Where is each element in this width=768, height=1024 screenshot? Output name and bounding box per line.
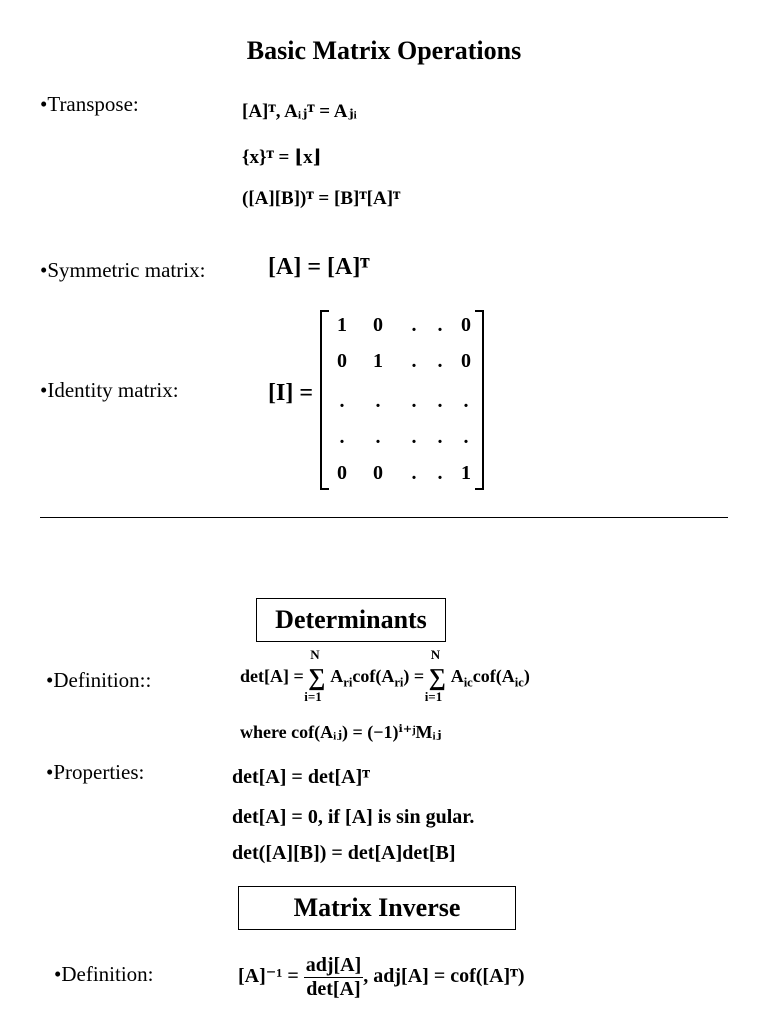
inverse-rhs: , adj[A] = cof([A]ᵀ) <box>363 965 525 988</box>
property-3: det([A][B]) = det[A]det[B] <box>232 842 456 864</box>
sum-lower-2: i=1 <box>424 688 443 704</box>
transpose-eq-2: {x}ᵀ = ⌊x⌋ <box>242 147 322 168</box>
transpose-label: •Transpose: <box>40 92 139 116</box>
matrix-inverse-heading: Matrix Inverse <box>238 886 516 930</box>
matrix-cell: 0 <box>373 314 383 336</box>
matrix-cell: 0 <box>337 462 347 484</box>
symmetric-label: •Symmetric matrix: <box>40 258 206 282</box>
matrix-cell: . <box>375 390 381 412</box>
property-1: det[A] = det[A]ᵀ <box>232 766 370 788</box>
property-2: det[A] = 0, if [A] is sin gular. <box>232 806 475 828</box>
matrix-cell: . <box>411 314 417 336</box>
properties-label: •Properties: <box>46 760 145 784</box>
identity-lhs: [I] = <box>268 380 313 406</box>
sigma-glyph: ∑ <box>428 664 446 691</box>
summation-symbol-2 <box>424 646 451 704</box>
matrix-cell: . <box>411 462 417 484</box>
inverse-definition-label: •Definition: <box>54 962 154 986</box>
inverse-numerator: adj[A] <box>305 954 362 976</box>
term-cof-sub: ri <box>394 675 404 690</box>
determinant-expansion <box>240 646 530 704</box>
inverse-formula <box>238 954 525 1001</box>
matrix-cell: . <box>437 390 443 412</box>
section-divider <box>40 517 728 518</box>
sum-lower-1: i=1 <box>304 688 322 704</box>
term-cof: cof(A <box>352 666 395 686</box>
term-a2: A <box>450 666 464 686</box>
term-a: A <box>330 666 344 686</box>
matrix-cell: 1 <box>373 350 383 372</box>
inverse-lhs: [A]⁻¹ = <box>238 965 299 988</box>
matrix-cell: . <box>411 350 417 372</box>
determinants-definition-label: •Definition:: <box>46 668 152 692</box>
matrix-cell: . <box>375 426 381 448</box>
sum-upper-1: N <box>310 646 320 662</box>
transpose-eq-1: [A]ᵀ, Aᵢⱼᵀ = Aⱼᵢ <box>242 101 357 122</box>
matrix-cell: 0 <box>461 350 471 372</box>
matrix-cell: . <box>411 390 417 412</box>
matrix-cell: . <box>463 390 469 412</box>
matrix-cell: . <box>463 426 469 448</box>
identity-matrix <box>320 310 484 490</box>
matrix-cell: . <box>437 350 443 372</box>
identity-label: •Identity matrix: <box>40 378 179 402</box>
symmetric-eq: [A] = [A]ᵀ <box>268 254 370 280</box>
matrix-cell: . <box>437 426 443 448</box>
matrix-cell: 0 <box>461 314 471 336</box>
summation-symbol-1 <box>304 646 330 704</box>
term-close2: ) <box>523 666 530 686</box>
det-lhs: det[A] = <box>240 666 304 686</box>
sum-upper-2: N <box>430 646 441 662</box>
matrix-cell: . <box>437 314 443 336</box>
term-cof2-sub: ic <box>514 675 524 690</box>
matrix-cell: . <box>411 426 417 448</box>
transpose-eq-3: ([A][B])ᵀ = [B]ᵀ[A]ᵀ <box>242 188 401 209</box>
term-cof2: cof(A <box>472 666 515 686</box>
matrix-cell: . <box>339 390 345 412</box>
cofactor-definition: where cof(Aᵢⱼ) = (−1)ⁱ⁺ʲMᵢⱼ <box>240 722 442 742</box>
sigma-glyph: ∑ <box>308 664 326 691</box>
matrix-cell: . <box>339 426 345 448</box>
inverse-denominator: det[A] <box>306 978 361 1000</box>
term-close: ) = <box>403 666 425 686</box>
matrix-cell: . <box>437 462 443 484</box>
matrix-cell: 1 <box>337 314 347 336</box>
term-a2-sub: ic <box>463 675 473 690</box>
inverse-fraction <box>304 954 364 1001</box>
matrix-cell: 0 <box>337 350 347 372</box>
term-a-sub: ri <box>343 675 353 690</box>
matrix-cell: 1 <box>461 462 471 484</box>
matrix-cell: 0 <box>373 462 383 484</box>
determinants-heading: Determinants <box>256 598 446 642</box>
page-title: Basic Matrix Operations <box>246 36 522 65</box>
